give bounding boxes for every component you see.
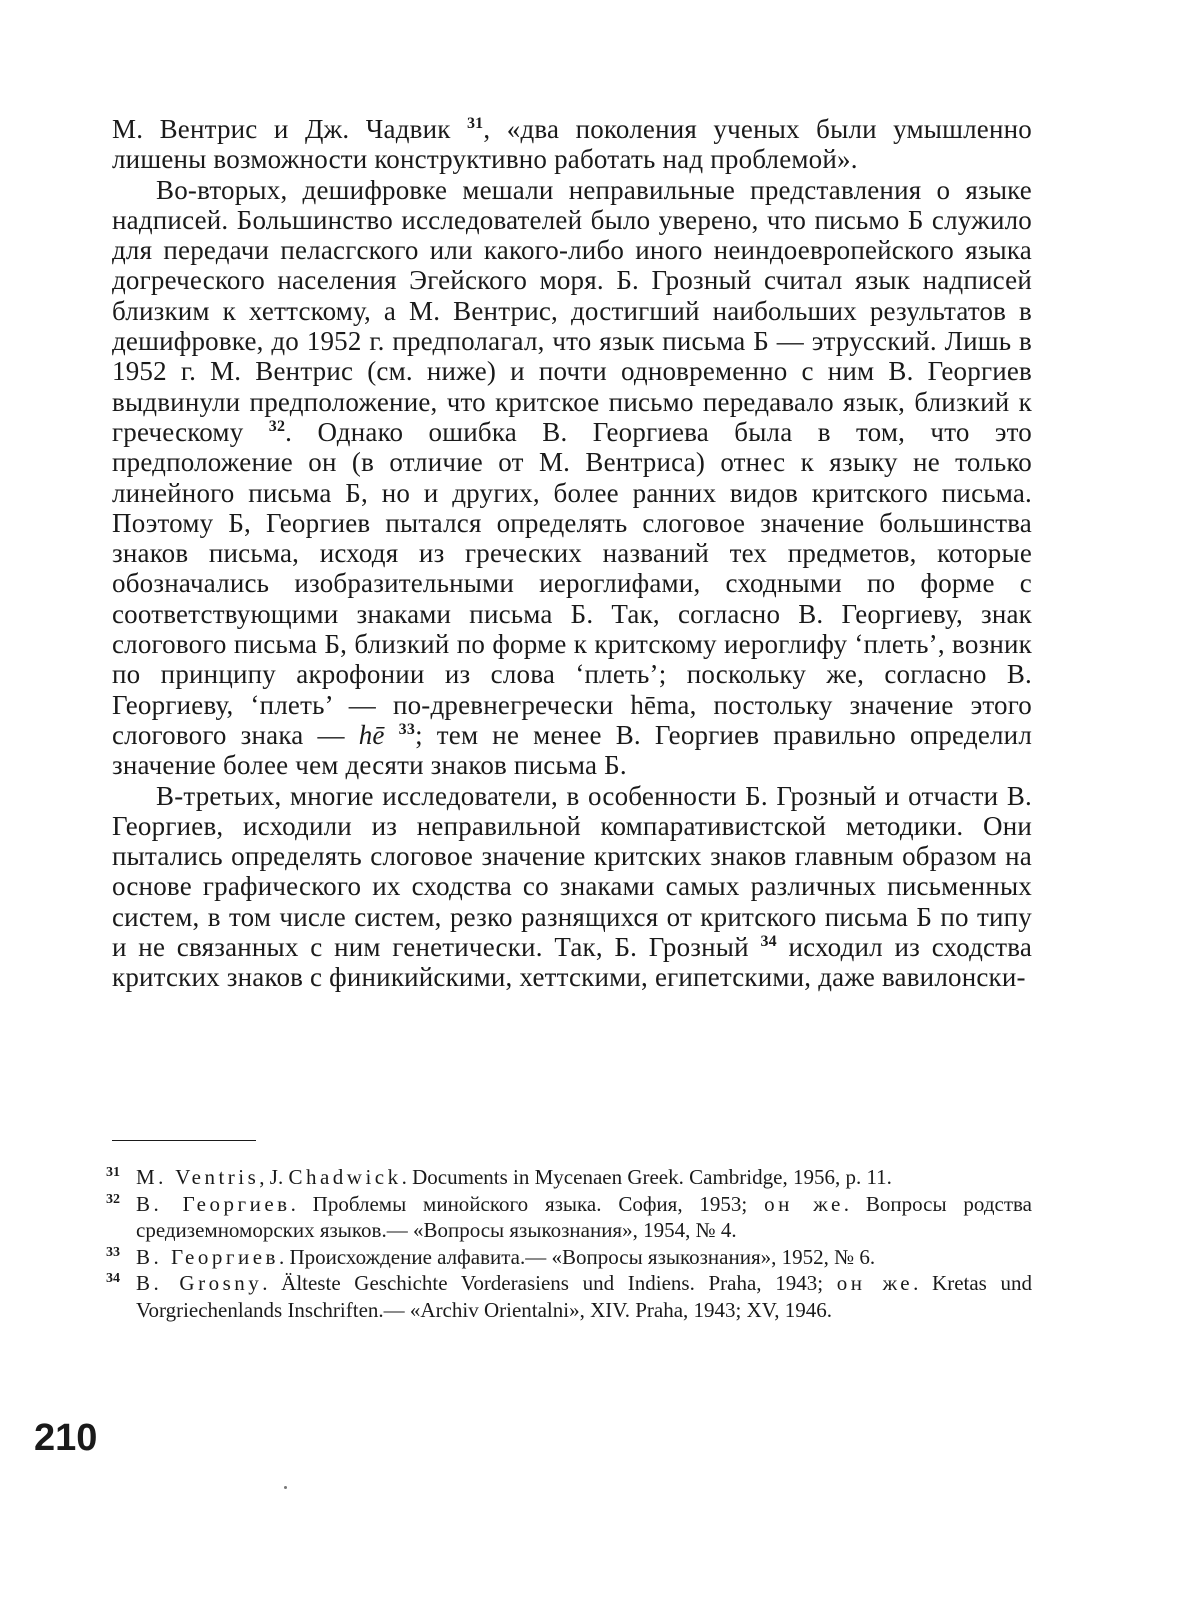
footnote-separator: [112, 1140, 256, 1141]
footnote: [106, 1244, 1032, 1271]
footnote-number: 34: [106, 1271, 120, 1286]
text-run: . Вопросы родства средиземноморских языков.— «Вопросы языкознания», 1954, № 4.: [136, 1191, 1032, 1242]
italic-text: hē: [358, 719, 385, 750]
footnote-number: 31: [106, 1165, 120, 1180]
paragraph: [112, 114, 1032, 175]
footnote: [106, 1270, 1032, 1323]
footnotes: [106, 1164, 1032, 1323]
author-name: он же: [764, 1191, 844, 1216]
footnote-reference: 32: [268, 417, 286, 435]
footnote: [106, 1164, 1032, 1191]
author-name: он же: [836, 1271, 914, 1295]
text-run: . Älteste Geschichte Vorderasiens und Indiens. Praha, 1943;: [262, 1271, 837, 1295]
footnote-reference: 33: [398, 720, 416, 738]
text-run: . Проблемы минойского языка. София, 1953;: [290, 1191, 765, 1216]
text-run: исходил из сходства критских знаков с финикийскими, хеттскими, египетскими, даже вавилонски-: [112, 932, 1033, 993]
text-run: Во-вторых, дешифровке мешали неправильные представления о языке надписей. Большинство исследователей было уверено, что письмо Б служило для передачи пеласгского или какого-либо иного неиндоевропейского языка догреческого населения Эгейского моря. Б. Грозный считал язык надписей близким к хеттскому, а М. Вентрис, достигший наибольших результатов в дешифровке, до 1952 г. предполагал, что язык письма Б — этрусский. Лишь в 1952 г. М. Вентрис (см. ниже) и почти одновременно с ним В. Георгиев выдвинули предположение, что критское письмо передавало язык, близкий к греческому: [112, 174, 1032, 447]
paragraph: [112, 175, 1032, 781]
text-run: М. Вентрис и Дж. Чадвик: [112, 114, 467, 144]
footnote: [106, 1191, 1032, 1244]
text-run: [385, 720, 399, 750]
text-run: . Однако ошибка В. Георгиева была в том, что это предположение он (в отличие от М. Вентриса) отнес к языку не только линейного письма Б, но и других, более ранних видов критского письма. Поэтому Б, Георгиев пытался определять слоговое значение большинства знаков письма, исходя из греческих названий тех предметов, которые обозначались изобразительными иероглифами, сходными по форме с соответствующими знаками письма Б. Так, согласно В. Георгиеву, знак слогового письма Б, близкий по форме к критскому иероглифу ‘плеть’, возник по принципу акрофонии из слова ‘плеть’; поскольку же, согласно В. Георгиеву, ‘плеть’ — по-древнегречески hēma, постольку значение этого слогового знака —: [112, 416, 1033, 750]
author-name: B. Grosny: [136, 1271, 263, 1295]
author-name: В. Георгиев: [136, 1244, 279, 1269]
text-run: . Documents in Mycenaen Greek. Cambridge, 1956, p. 11.: [401, 1165, 892, 1189]
footnote-reference: 31: [466, 115, 484, 132]
footnote-number: 33: [106, 1244, 120, 1260]
print-speck: [284, 1486, 287, 1489]
paragraph: [112, 781, 1032, 993]
text-run: , J.: [259, 1165, 289, 1189]
footnote-reference: 34: [760, 933, 777, 951]
text-run: ; тем не менее В. Георгиев правильно определил значение более чем десяти знаков письма Б.: [112, 719, 1033, 781]
text-run: . Происхождение алфавита.— «Вопросы языкознания», 1952, № 6.: [278, 1244, 876, 1269]
author-name: M. Ventris: [136, 1165, 260, 1189]
author-name: В. Георгиев: [136, 1191, 291, 1216]
text-run: . Kretas und Vorgriechenlands Inschriften.— «Archiv Orientalni», XIV. Praha, 1943; XV, 1946.: [136, 1271, 1033, 1322]
main-text: [112, 114, 1032, 993]
text-run: , «два поколения ученых были умышленно лишены возможности конструктивно работать над проблемой».: [112, 114, 1032, 175]
author-name: Chadwick: [288, 1165, 402, 1189]
page-number: 210: [34, 1417, 98, 1459]
footnote-number: 32: [106, 1191, 120, 1207]
text-run: В-третьих, многие исследователи, в особенности Б. Грозный и отчасти В. Георгиев, исходили из неправильной компаративистской методики. Они пытались определять слоговое значение критских знаков главным образом на основе графического их сходства со знаками самых различных письменных систем, в том числе систем, резко разнящихся от критского письма Б по типу и не связанных с ним генетически. Так, Б. Грозный: [112, 780, 1032, 963]
